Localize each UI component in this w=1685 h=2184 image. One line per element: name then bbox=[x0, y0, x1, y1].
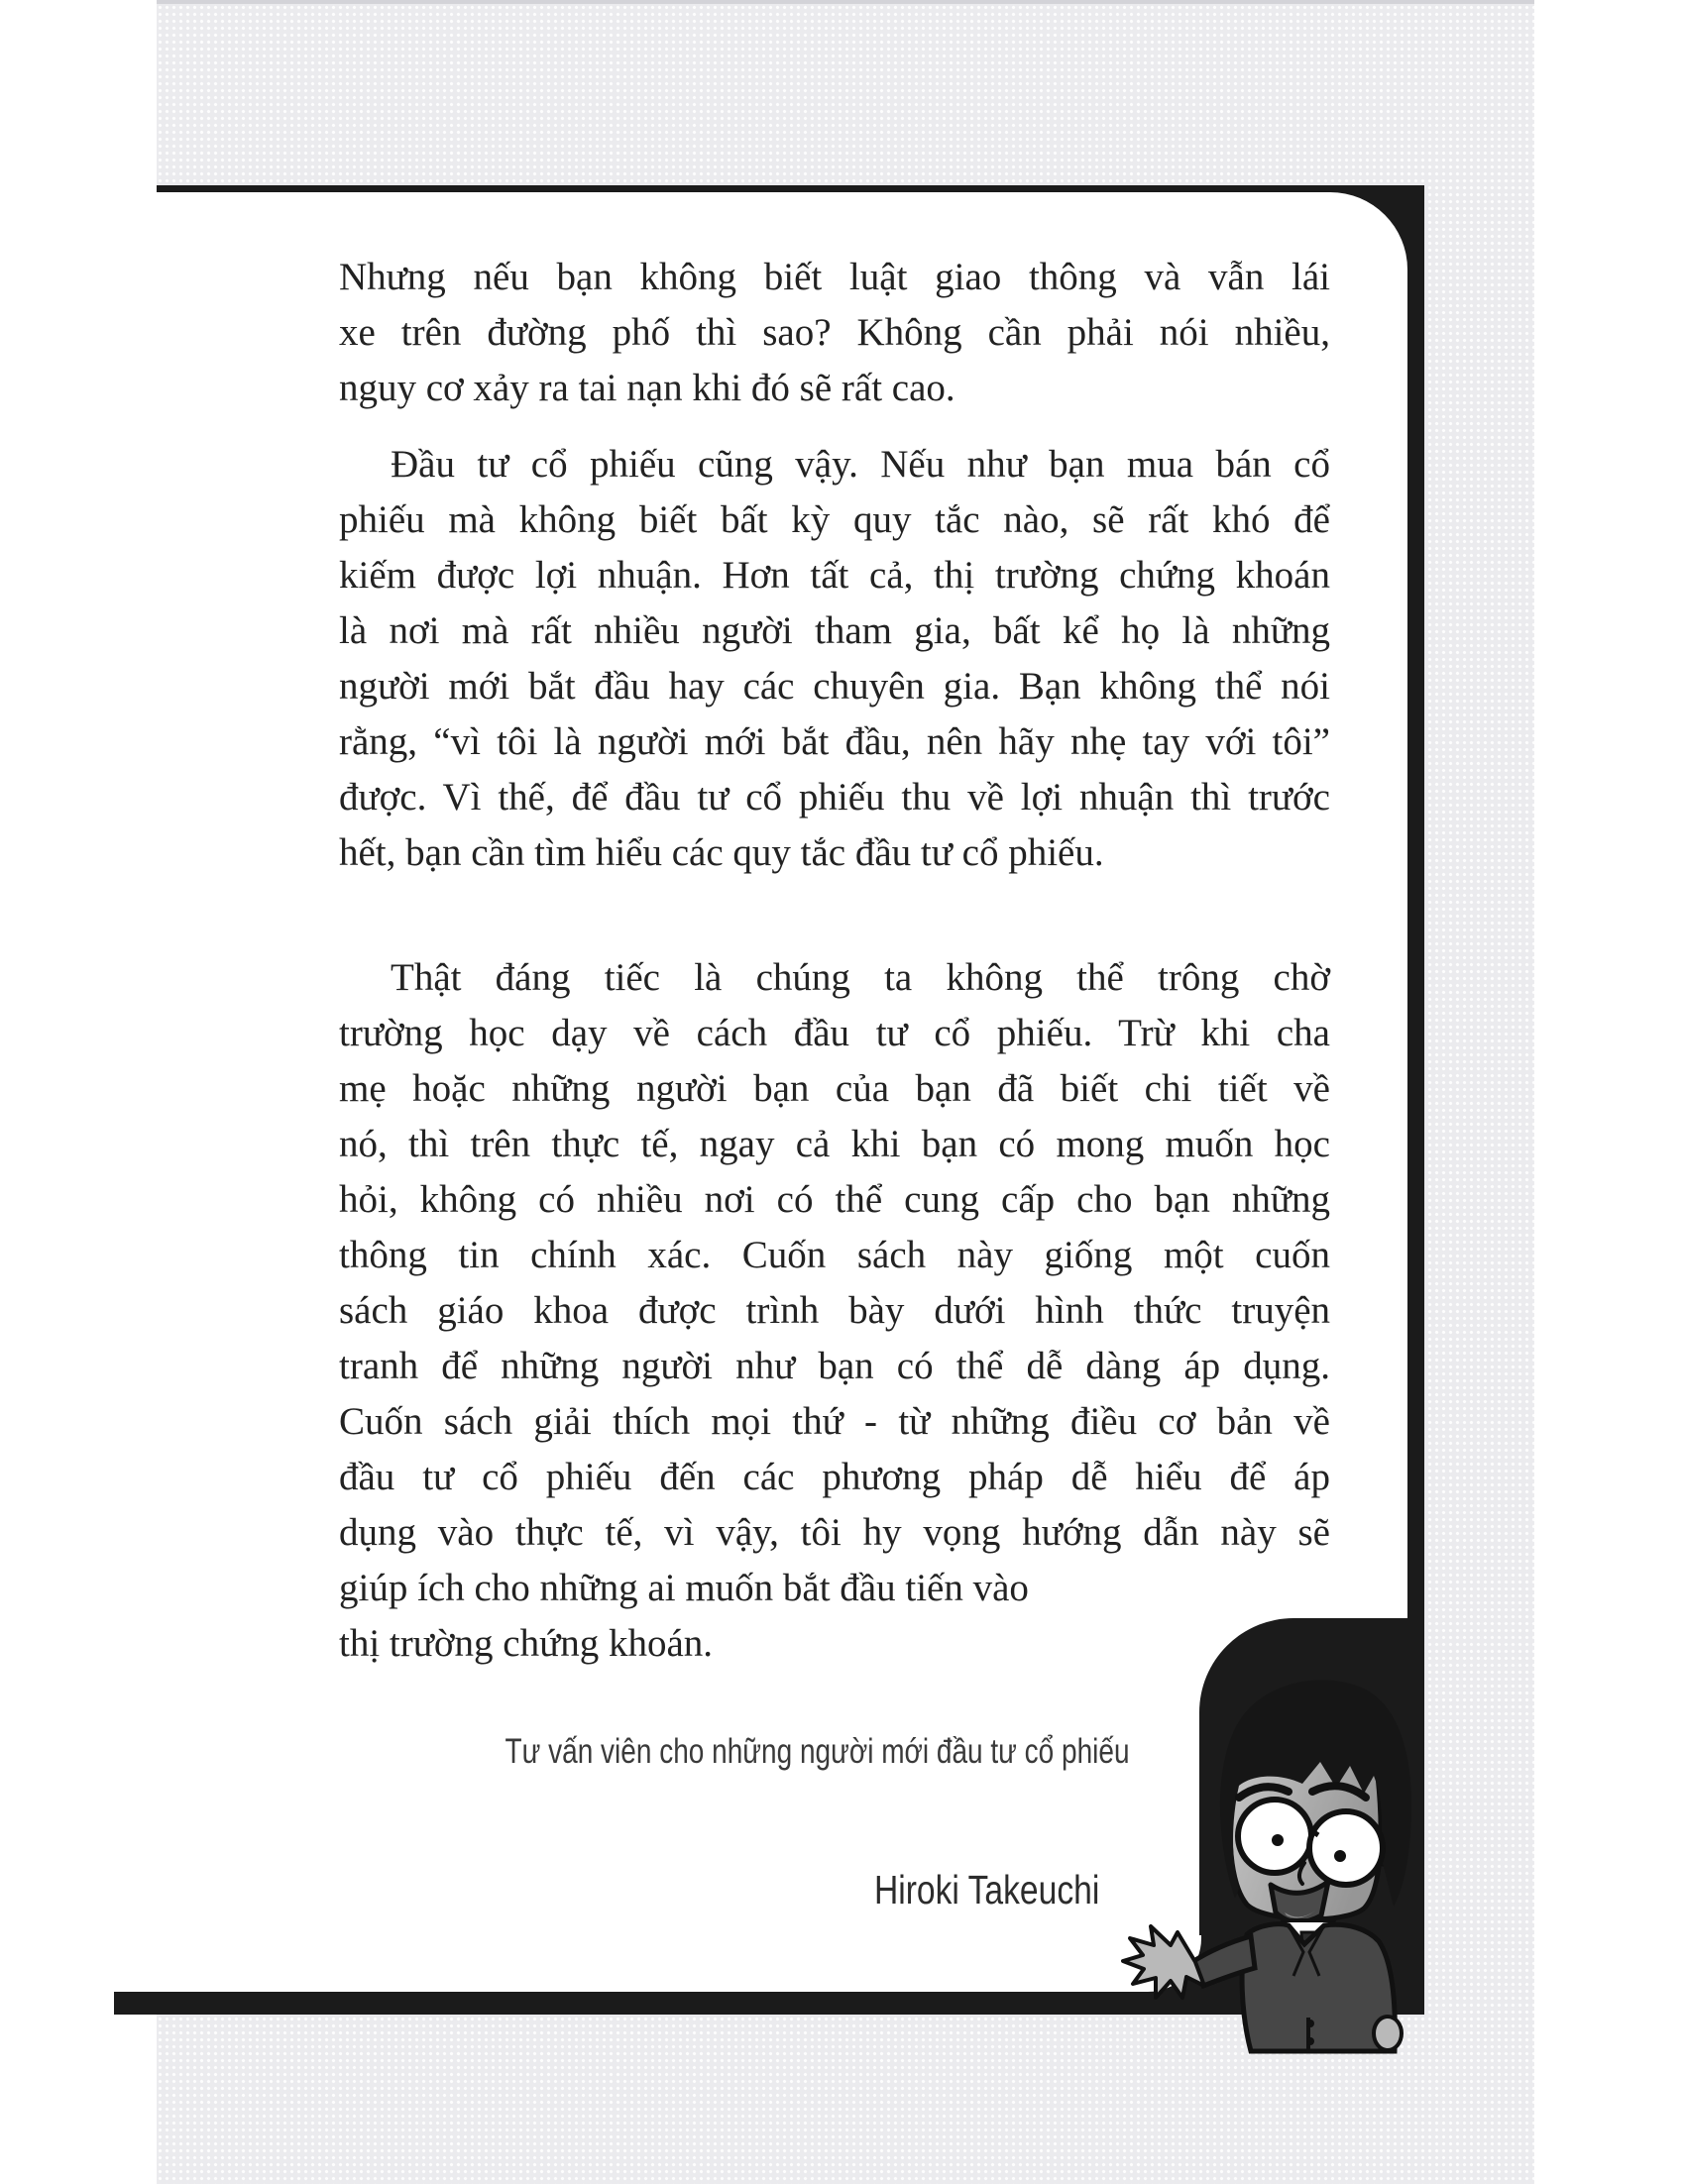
advisor-mascot-icon bbox=[1110, 1593, 1437, 2069]
text-line: giúp ích cho những ai muốn bắt đầu tiến vào bbox=[339, 1567, 1029, 1609]
text-line: nó, thì trên thực tế, ngay cả khi bạn có mong muốn học bbox=[339, 1123, 1330, 1165]
mascot-hand-right bbox=[1374, 2017, 1402, 2050]
text-line: là nơi mà rất nhiều người tham gia, bất kể họ là những bbox=[339, 609, 1330, 652]
text-line: hỏi, không có nhiều nơi có thể cung cấp cho bạn những bbox=[339, 1178, 1330, 1221]
text-line: xe trên đường phố thì sao? Không cần phải nói nhiều, bbox=[339, 311, 1330, 354]
text-line: Đầu tư cổ phiếu cũng vậy. Nếu như bạn mua bán cổ bbox=[391, 443, 1330, 486]
text-line: thị trường chứng khoán. bbox=[339, 1622, 714, 1665]
mascot-hand-open bbox=[1123, 1926, 1204, 1998]
text-line: tranh để những người như bạn có thể dễ dàng áp dụng. bbox=[339, 1345, 1330, 1387]
text-line: rằng, “vì tôi là người mới bắt đầu, nên hãy nhẹ tay với tôi” bbox=[339, 720, 1330, 763]
text-line: Nhưng nếu bạn không biết luật giao thông và vẫn lái bbox=[339, 256, 1330, 298]
author-signature bbox=[839, 1867, 1136, 1913]
attribution-text: Tư vấn viên cho những người mới đầu tư cổ phiếu bbox=[505, 1732, 1130, 1771]
text-line: thông tin chính xác. Cuốn sách này giống một cuốn bbox=[339, 1234, 1330, 1276]
paragraph-3 bbox=[339, 950, 1330, 1672]
text-line: đầu tư cổ phiếu đến các phương pháp dễ hiểu để áp bbox=[339, 1456, 1330, 1498]
mascot-button bbox=[1306, 2020, 1314, 2027]
signature-text: Hiroki Takeuchi bbox=[874, 1867, 1100, 1912]
mascot-pupil-left bbox=[1272, 1834, 1284, 1846]
text-line: Cuốn sách giải thích mọi thứ - từ những điều cơ bản về bbox=[339, 1400, 1330, 1443]
mascot-glasses-right bbox=[1309, 1811, 1383, 1885]
text-line: mẹ hoặc những người bạn của bạn đã biết chi tiết về bbox=[339, 1067, 1330, 1110]
attribution-line bbox=[342, 1732, 1130, 1772]
text-line: trường học dạy về cách đầu tư cổ phiếu. Trừ khi cha bbox=[339, 1012, 1330, 1054]
paragraph-2 bbox=[339, 437, 1330, 881]
mascot-pupil-right bbox=[1334, 1850, 1346, 1862]
mascot-button bbox=[1306, 2037, 1314, 2045]
text-line: dụng vào thực tế, vì vậy, tôi hy vọng hướng dẫn này sẽ bbox=[339, 1511, 1330, 1554]
text-line: kiếm được lợi nhuận. Hơn tất cả, thị trường chứng khoán bbox=[339, 554, 1330, 597]
text-line: người mới bắt đầu hay các chuyên gia. Bạn không thể nói bbox=[339, 665, 1330, 708]
text-line: phiếu mà không biết bất kỳ quy tắc nào, sẽ rất khó để bbox=[339, 498, 1330, 541]
text-line: hết, bạn cần tìm hiểu các quy tắc đầu tư cổ phiếu. bbox=[339, 831, 1104, 874]
text-line: sách giáo khoa được trình bày dưới hình thức truyện bbox=[339, 1289, 1330, 1332]
text-line: nguy cơ xảy ra tai nạn khi đó sẽ rất cao. bbox=[339, 367, 955, 409]
frame-bottom-bar bbox=[114, 1992, 164, 2015]
paragraph-1 bbox=[339, 250, 1330, 416]
text-line: Thật đáng tiếc là chúng ta không thể trông chờ bbox=[391, 956, 1330, 999]
text-line: được. Vì thế, để đầu tư cổ phiếu thu về lợi nhuận thì trước bbox=[339, 776, 1330, 819]
